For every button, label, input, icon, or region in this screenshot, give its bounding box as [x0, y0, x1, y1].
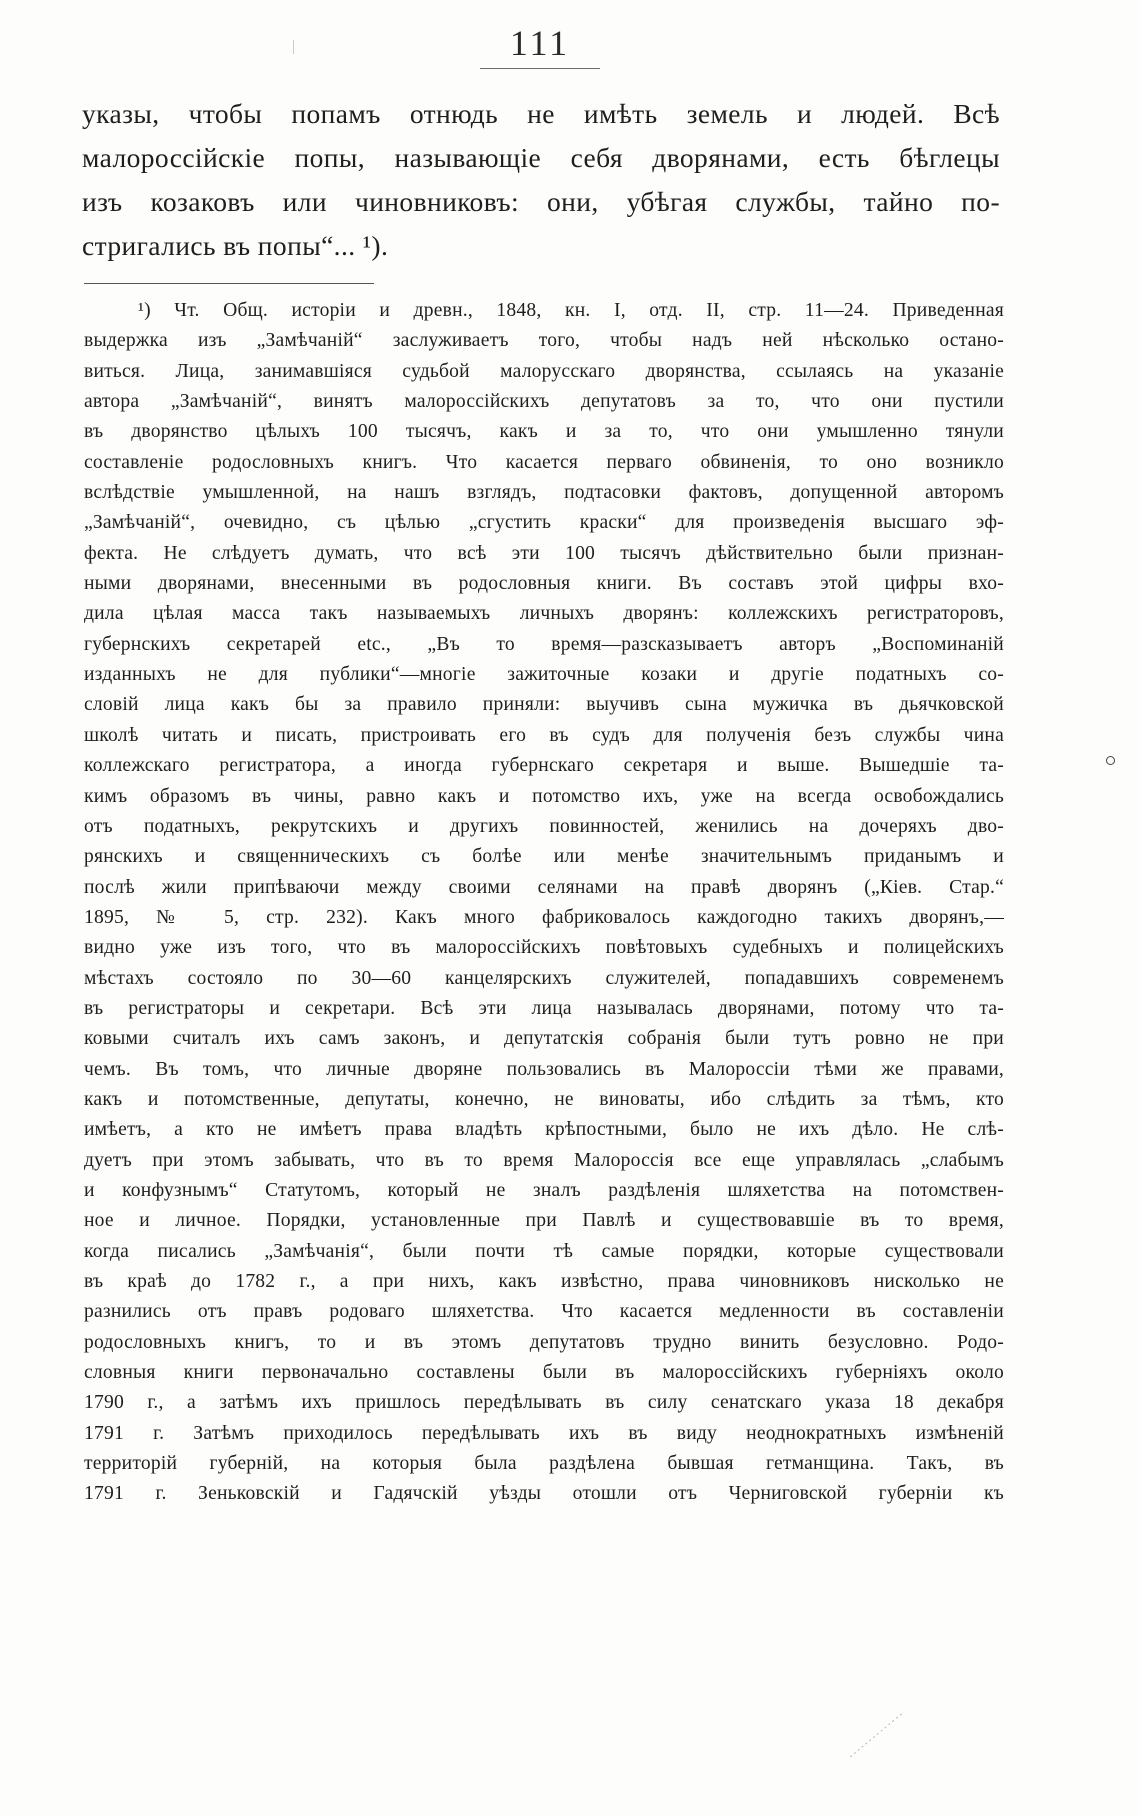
footnote-line: словныя книги первоначально составлены были въ малороссійскихъ губерніяхъ около [84, 1362, 1004, 1384]
footnote-line: автора „Замѣчаній“, винятъ малороссійскихъ депутатовъ за то, что они пустили [84, 391, 1004, 413]
footnote-line: территорій губерній, на которыя была раздѣлена бывшая гетманщина. Такъ, въ [84, 1453, 1004, 1475]
footnote-line: фекта. Не слѣдуетъ думать, что всѣ эти 100 тысячъ дѣйствительно были признан- [84, 542, 1004, 564]
main-text-line: изъ козаковъ или чиновниковъ: они, убѣгая службы, тайно по- [82, 186, 1000, 217]
footnote-line: „Замѣчаній“, очевидно, съ цѣлью „сгустить краски“ для произведенія высшаго эф- [84, 512, 1004, 534]
page-number: 111 [509, 23, 571, 63]
main-text-line: стригались въ попы“... ¹). [82, 230, 389, 261]
footnote-line: ковыми считалъ ихъ самъ законъ, и депутатскія собранія были тутъ ровно не при [84, 1028, 1004, 1050]
footnote-line: 1895, № 5, стр. 232). Какъ много фабриковалось каждогодно такихъ дворянъ,— [84, 906, 1004, 928]
footnote-line: въ дворянство цѣлыхъ 100 тысячъ, какъ и за то, что они умышленно тянули [84, 421, 1004, 443]
footnote-separator [84, 283, 374, 284]
footnote-line: ными дворянами, внесенными въ родословныя книги. Въ составъ этой цифры вхо- [84, 573, 1004, 595]
footnote-line: отъ податныхъ, рекрутскихъ и другихъ повинностей, женились на дочеряхъ дво- [84, 815, 1004, 837]
footnote-line: губернскихъ секретарей etc., „Въ то время—разсказываетъ авторъ „Воспоминаній [84, 633, 1004, 655]
footnote-line: изданныхъ не для публики“—многіе зажиточные козаки и другіе податныхъ со- [84, 664, 1004, 686]
main-text-line: указы, чтобы попамъ отнюдь не имѣть земель и людей. Всѣ [82, 98, 1000, 129]
footnote-line: родословныхъ книгъ, то и въ этомъ депутатовъ трудно винить безусловно. Родо- [84, 1331, 1004, 1353]
footnote-line: разнились отъ правъ родоваго шляхетства. Что касается медленности въ составленіи [84, 1301, 1004, 1323]
footnote-line: въ краѣ до 1782 г., а при нихъ, какъ извѣстно, права чиновниковъ нисколько не [84, 1271, 1004, 1292]
footnote-line: когда писались „Замѣчанія“, были почти тѣ самые порядки, которые существовали [84, 1240, 1004, 1262]
footnote-line: выдержка изъ „Замѣчаній“ заслуживаетъ того, чтобы надъ ней нѣсколько остано- [84, 330, 1004, 352]
footnote-line: составленіе родословныхъ книгъ. Что касается перваго обвиненія, то оно возникло [84, 451, 1004, 473]
footnote-line: какъ и потомственные, депутаты, конечно, не виноваты, ибо слѣдить за тѣмъ, кто [84, 1088, 1004, 1110]
footnote-block [84, 296, 1004, 1510]
footnote-line: и конфузнымъ“ Статутомъ, который не зналъ раздѣленія шляхетства на потомствен- [84, 1179, 1004, 1201]
footnote-line: ное и личное. Порядки, установленные при Павлѣ и существовавшіе въ то время, [84, 1210, 1004, 1232]
footnote-line: ¹) Чт. Общ. исторіи и древн., 1848, кн. I, отд. II, стр. 11—24. Приведенная [138, 300, 1004, 321]
main-text-line: малороссійскіе попы, называющіе себя дворянами, есть бѣглецы [82, 142, 1000, 173]
footnote-line: имѣетъ, а кто не имѣетъ права владѣть крѣпостными, было не ихъ дѣло. Не слѣ- [84, 1119, 1004, 1141]
footnote-line: кимъ образомъ въ чины, равно какъ и потомство ихъ, уже на всегда освобождались [84, 785, 1004, 807]
footnote-line: видно уже изъ того, что въ малороссійскихъ повѣтовыхъ судебныхъ и полицейскихъ [84, 937, 1004, 959]
main-text-block [82, 92, 1000, 268]
margin-dot-mark [1106, 756, 1115, 765]
page-number-underline [480, 68, 600, 69]
footnote-line: въ регистраторы и секретари. Всѣ эти лица называлась дворянами, потому что та- [84, 997, 1004, 1019]
footnote-line: школѣ читать и писать, пристроивать его въ судъ для полученія безъ службы чина [84, 724, 1004, 746]
footnote-line: словій лица какъ бы за правило приняли: выучивъ сына мужичка въ дьячковской [84, 694, 1004, 716]
footnote-line: чемъ. Въ томъ, что личные дворяне пользовались въ Малороссіи тѣми же правами, [84, 1058, 1004, 1080]
footnote-line: послѣ жили припѣваючи между своими селянами на правѣ дворянъ („Кіев. Стар.“ [84, 876, 1004, 898]
footnote-line: 1790 г., а затѣмъ ихъ пришлось передѣлывать въ силу сенатскаго указа 18 декабря [84, 1392, 1004, 1414]
footnote-line: 1791 г. Зеньковскій и Гадячскій уѣзды отошли отъ Черниговской губерніи къ [84, 1483, 1004, 1505]
footnote-line: виться. Лица, занимавшіяся судьбой малорусскаго дворянства, ссылаясь на указаніе [84, 360, 1004, 382]
footnote-line: рянскихъ и священническихъ съ болѣе или менѣе значительнымъ приданымъ и [84, 846, 1004, 868]
footnote-line: мѣстахъ состояло по 30—60 канцелярскихъ служителей, попадавшихъ современемъ [84, 967, 1004, 989]
scan-speck-mark [850, 1712, 904, 1758]
footnote-line: 1791 г. Затѣмъ приходилось передѣлывать ихъ въ виду неоднократныхъ измѣненій [84, 1422, 1004, 1444]
footnote-line: дила цѣлая масса такъ называемыхъ личныхъ дворянъ: коллежскихъ регистраторовъ, [84, 603, 1004, 625]
footnote-line: вслѣдствіе умышленной, на нашъ взглядъ, подтасовки фактовъ, допущенной авторомъ [84, 482, 1004, 504]
scan-mark [293, 40, 300, 54]
footnote-line: дуетъ при этомъ забывать, что въ то время Малороссія все еще управлялась „слабымъ [84, 1149, 1004, 1171]
footnote-line: коллежскаго регистратора, а иногда губернскаго секретаря и выше. Вышедшіе та- [84, 755, 1004, 777]
